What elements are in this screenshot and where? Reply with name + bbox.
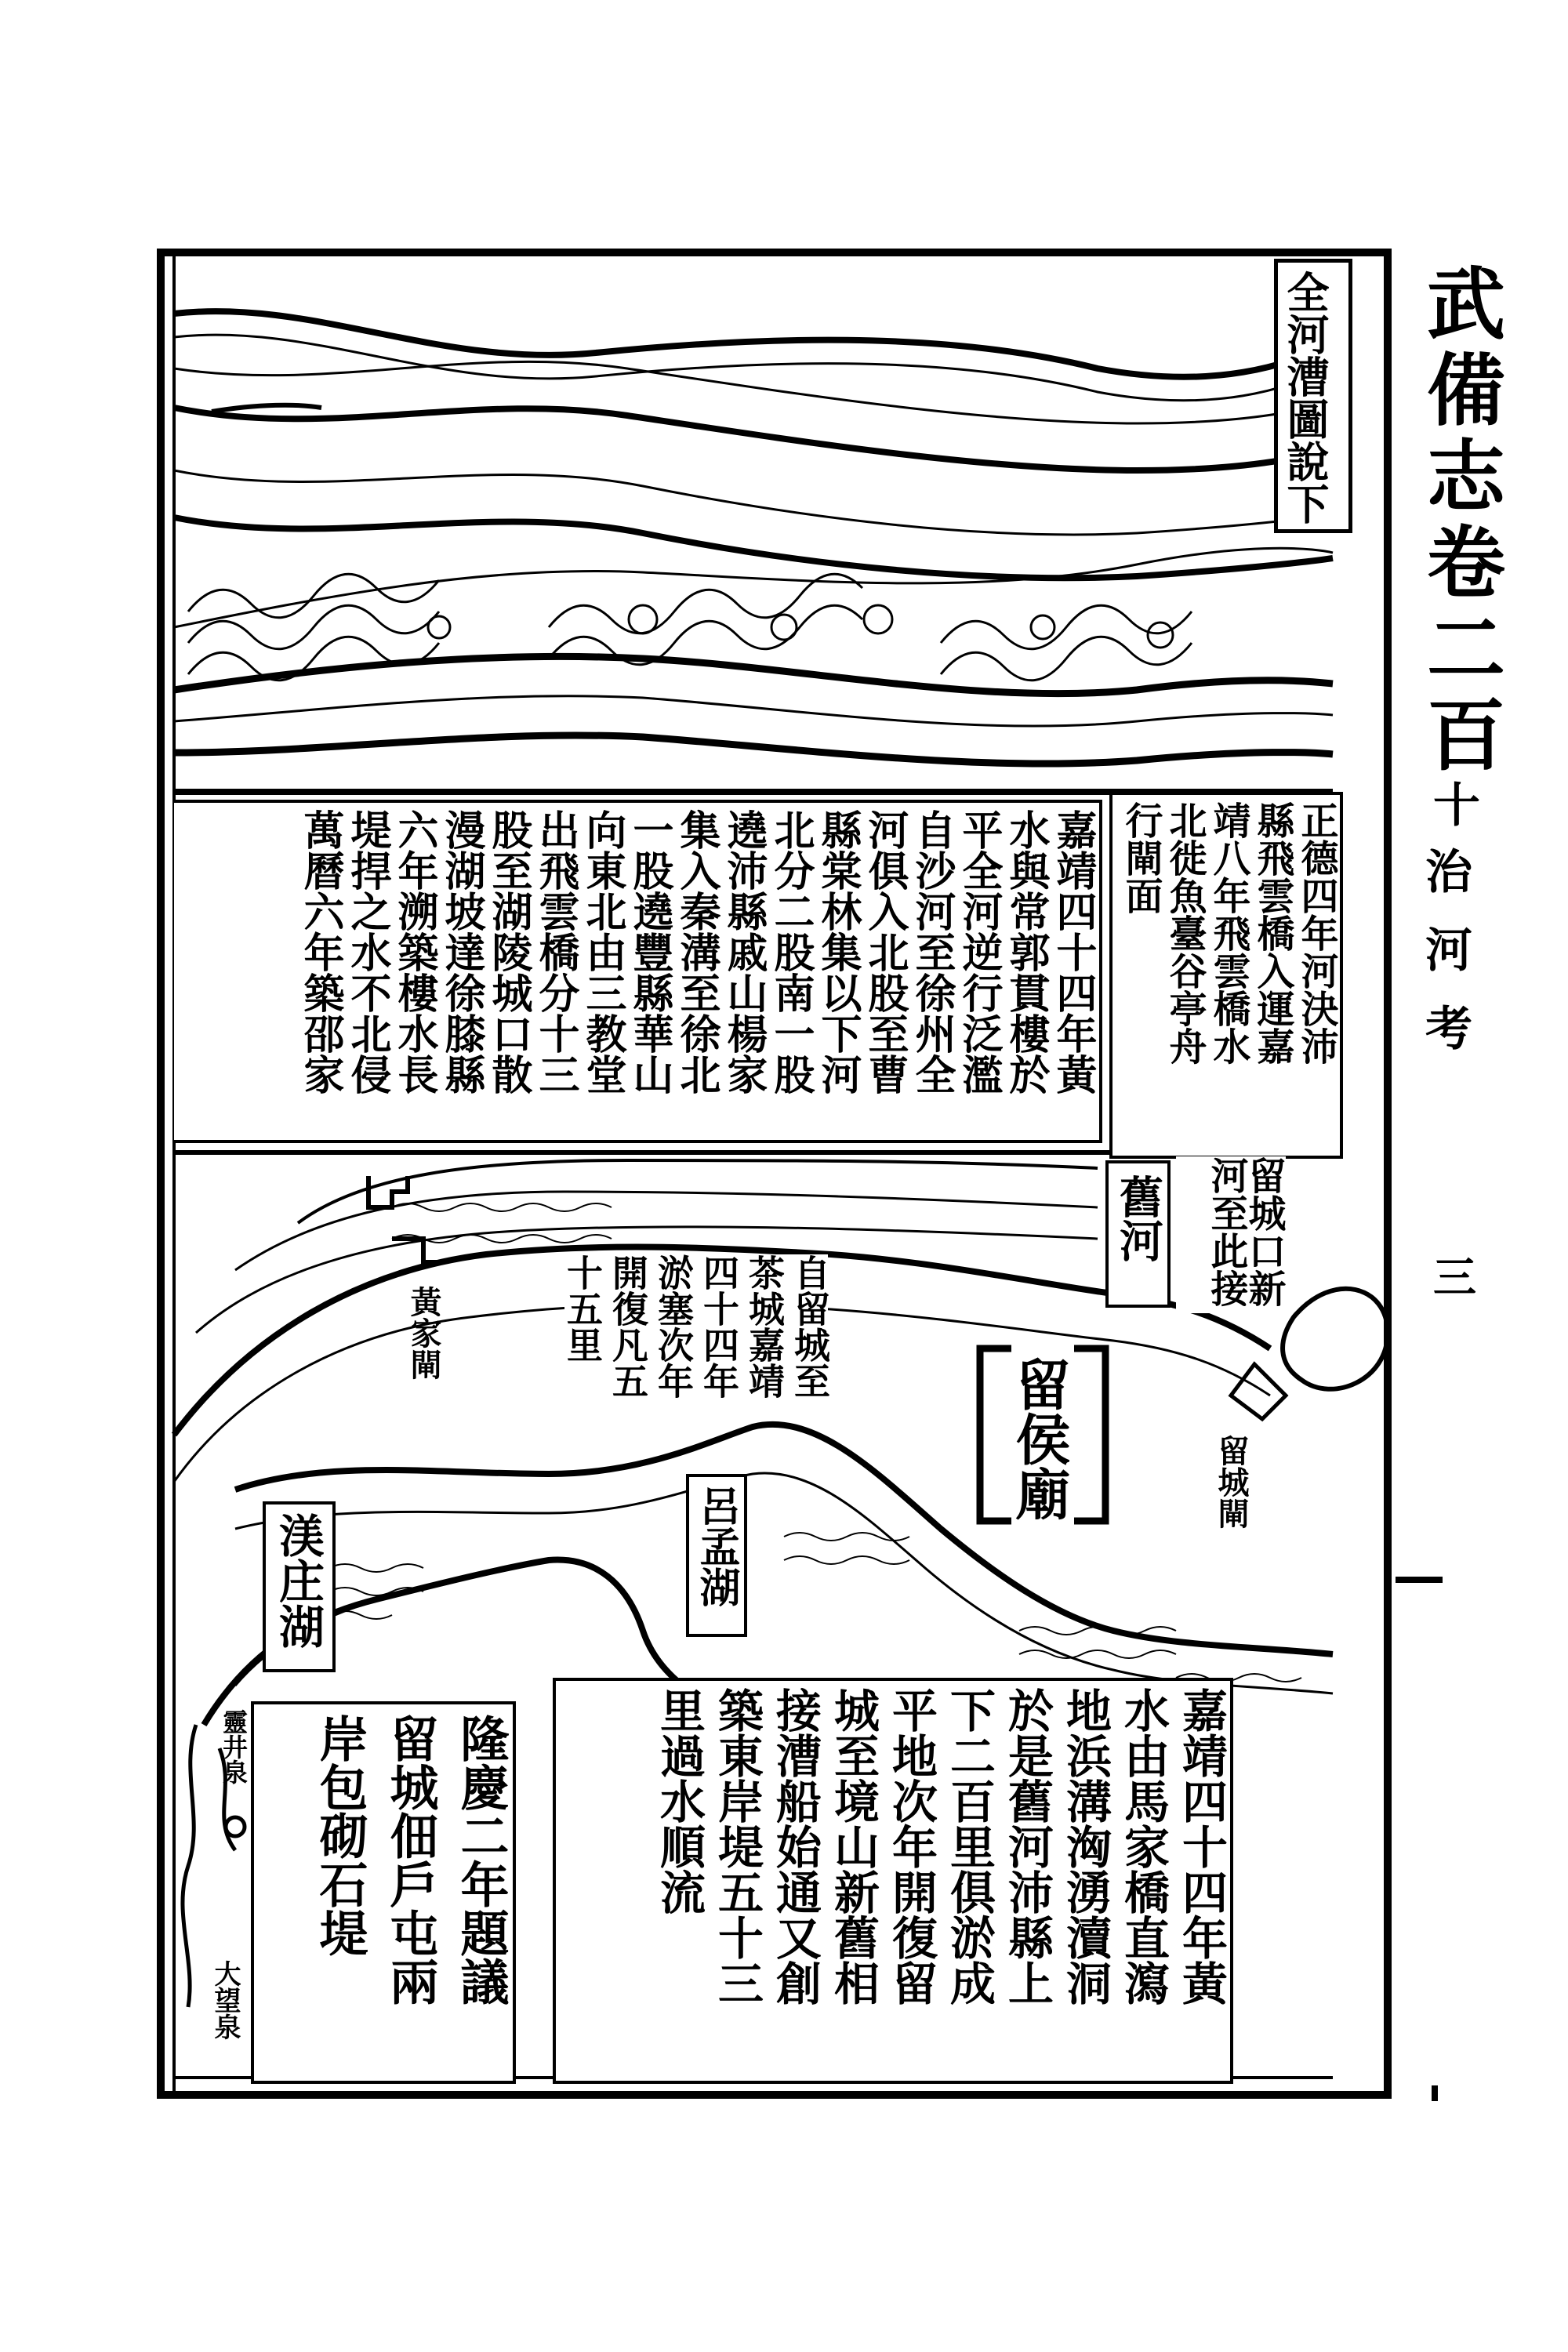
note-col: 行閘面 — [1119, 801, 1163, 914]
hou-zhuang-lake-box — [263, 1501, 336, 1672]
note-bottom-left — [251, 1701, 516, 2084]
top-river-bands — [174, 311, 1333, 764]
note-col: 一股遶豐縣華山 — [626, 809, 673, 1094]
old-river-box — [1105, 1160, 1171, 1308]
note-col: 股至湖陵城口散 — [485, 809, 532, 1094]
lu-meng-lake-label: 呂孟湖 — [692, 1485, 740, 1607]
note-col: 六年溯築樓水長 — [390, 809, 438, 1094]
margin-extra: 三 — [1426, 1254, 1477, 1298]
old-river-label: 舊河 — [1112, 1174, 1164, 1262]
liu-cheng-zha-label: 留城閘 — [1213, 1435, 1250, 1529]
note-col: 淤塞次年 — [652, 1254, 695, 1399]
note-col: 水與常郭貫樓於 — [1002, 809, 1050, 1094]
note-col: 萬曆六年築邵家 — [296, 809, 344, 1094]
note-col: 自沙河至徐州全 — [908, 809, 956, 1094]
note-col: 正德四年河決沛 — [1294, 801, 1338, 1065]
note-col: 出飛雲橋分十三 — [532, 809, 579, 1094]
note-col: 遶沛縣戚山楊家 — [720, 809, 768, 1094]
liu-cheng-note — [1176, 1156, 1286, 1313]
margin-subtitle: 十 — [1425, 780, 1480, 827]
note-col: 於是舊河沛縣上 — [1000, 1687, 1054, 2005]
liu-cheng-note-text: 留城口新河至此接 — [1204, 1156, 1286, 1307]
hou-zhuang-lake-label: 渼庄湖 — [271, 1512, 325, 1649]
margin-section: 治河考 — [1417, 847, 1472, 1082]
note-col: 岸包砌石堤 — [311, 1714, 368, 1957]
note-top-left — [174, 800, 1102, 1143]
note-col: 下二百里俱淤成 — [942, 1687, 996, 2005]
note-top-right — [1109, 792, 1343, 1159]
note-col: 嘉靖四十四年黃 — [1049, 809, 1097, 1094]
note-col: 城至境山新舊相 — [826, 1687, 880, 2005]
margin-title: 武備志卷二百 — [1414, 263, 1506, 780]
note-col: 築東岸堤五十三 — [710, 1687, 764, 2005]
note-col: 留城佃戶屯兩 — [382, 1714, 439, 2005]
note-col: 十五里 — [561, 1254, 604, 1363]
note-col: 嘉靖四十四年黃 — [1174, 1687, 1228, 2005]
note-col: 地浜溝洶湧瀆洞 — [1058, 1687, 1112, 2005]
note-top-left-columns — [296, 809, 1097, 1094]
note-col: 集入秦溝至徐北 — [673, 809, 720, 1094]
note-col: 向東北由三教堂 — [579, 809, 626, 1094]
note-col: 北分二股南一股 — [767, 809, 815, 1094]
note-col: 自留城至 — [789, 1254, 831, 1399]
note-col: 北徙魚臺谷亭舟 — [1163, 801, 1207, 1065]
note-col: 開復凡五 — [607, 1254, 649, 1399]
lu-meng-lake-box — [686, 1474, 747, 1637]
note-col: 接漕船始通又創 — [768, 1687, 822, 2005]
note-col: 茶城嘉靖 — [743, 1254, 786, 1399]
note-col: 堤捍之水不北侵 — [343, 809, 391, 1094]
margin-marks — [1396, 1580, 1443, 2101]
note-col: 靖八年飛雲橋水 — [1207, 801, 1250, 1065]
note-col: 平全河逆行泛濫 — [955, 809, 1003, 1094]
note-bottom-right-columns — [652, 1687, 1228, 2005]
note-bottom-left-columns — [311, 1714, 510, 2005]
note-bottom-right — [553, 1678, 1233, 2084]
note-col: 河俱入北股至曹 — [861, 809, 909, 1094]
huang-jia-zha-label: 黃家閘 — [405, 1286, 442, 1380]
spring-1-label: 靈井泉 — [219, 1709, 249, 1784]
note-top-right-columns — [1119, 801, 1338, 1065]
liu-hou-temple-label: 留侯廟 — [1007, 1356, 1072, 1521]
note-middle — [561, 1254, 831, 1399]
note-col: 隆慶二年題議 — [452, 1714, 510, 2005]
note-col: 四十四年 — [698, 1254, 740, 1399]
map-title: 全河漕圖說下 — [1280, 270, 1330, 524]
note-col: 平地次年開復留 — [884, 1687, 938, 2005]
spring-2-label: 大望泉 — [209, 1960, 241, 2040]
note-col: 漫湖坡達徐膝縣 — [437, 809, 485, 1094]
note-col: 里過水順流 — [652, 1687, 706, 1915]
note-col: 縣棠林集以下河 — [814, 809, 862, 1094]
note-col: 水由馬家橋直瀉 — [1116, 1687, 1170, 2005]
note-col: 縣飛雲橋入運嘉 — [1250, 801, 1294, 1065]
map-title-box — [1274, 259, 1352, 533]
